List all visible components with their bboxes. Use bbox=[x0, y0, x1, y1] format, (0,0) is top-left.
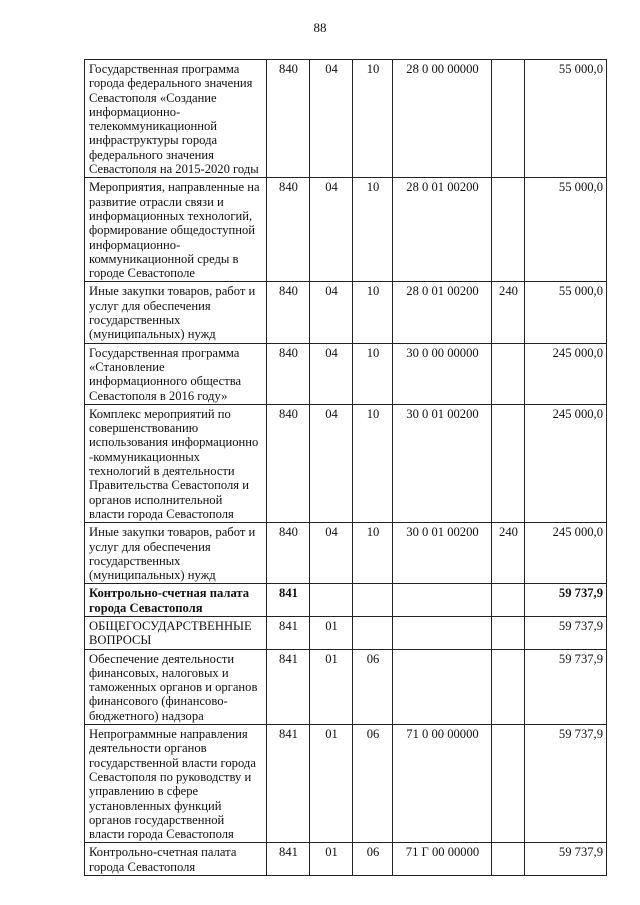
cell-department-code: 840 bbox=[267, 343, 310, 404]
page-number: 88 bbox=[313, 20, 327, 35]
table-row bbox=[85, 649, 607, 724]
cell-department-code: 840 bbox=[267, 282, 310, 343]
cell-department-code: 841 bbox=[267, 725, 310, 843]
cell-department-code: 840 bbox=[267, 178, 310, 282]
cell-name: ОБЩЕГОСУДАРСТВЕННЫЕ ВОПРОСЫ bbox=[85, 616, 267, 649]
cell-amount: 59 737,9 bbox=[525, 584, 607, 617]
table-row bbox=[85, 725, 607, 843]
table-row bbox=[85, 843, 607, 876]
cell-department-code: 840 bbox=[267, 404, 310, 522]
cell-department-code: 841 bbox=[267, 584, 310, 617]
cell-target-article: 30 0 01 00200 bbox=[393, 523, 492, 584]
cell-department-code: 841 bbox=[267, 649, 310, 724]
cell-section-code: 04 bbox=[310, 282, 353, 343]
cell-subsection-code: 10 bbox=[353, 523, 393, 584]
table-row bbox=[85, 616, 607, 649]
table-row bbox=[85, 523, 607, 584]
cell-expense-type: 240 bbox=[492, 282, 525, 343]
cell-name: Мероприятия, направленные на развитие отрасли связи и информационных технологий, формирование общедоступной информационно- коммуникационной среды в городе Севастополе bbox=[85, 178, 267, 282]
cell-subsection-code: 06 bbox=[353, 725, 393, 843]
cell-department-code: 841 bbox=[267, 843, 310, 876]
cell-amount: 245 000,0 bbox=[525, 523, 607, 584]
cell-name: Контрольно-счетная палата города Севастополя bbox=[85, 584, 267, 617]
budget-table bbox=[84, 59, 607, 876]
cell-target-article: 28 0 00 00000 bbox=[393, 60, 492, 178]
cell-section-code: 04 bbox=[310, 523, 353, 584]
cell-subsection-code bbox=[353, 584, 393, 617]
cell-expense-type bbox=[492, 404, 525, 522]
cell-name: Иные закупки товаров, работ и услуг для обеспечения государственных (муниципальных) нужд bbox=[85, 282, 267, 343]
cell-subsection-code: 10 bbox=[353, 178, 393, 282]
cell-subsection-code: 10 bbox=[353, 60, 393, 178]
cell-amount: 59 737,9 bbox=[525, 725, 607, 843]
cell-target-article: 71 Г 00 00000 bbox=[393, 843, 492, 876]
cell-target-article bbox=[393, 584, 492, 617]
cell-amount: 59 737,9 bbox=[525, 843, 607, 876]
cell-amount: 59 737,9 bbox=[525, 649, 607, 724]
cell-section-code: 01 bbox=[310, 843, 353, 876]
cell-name: Непрограммные направления деятельности органов государственной власти города Севастополя по руководству и управлению в сфере установленных функций органов государственной власти города Севастополя bbox=[85, 725, 267, 843]
cell-section-code: 04 bbox=[310, 404, 353, 522]
cell-name: Обеспечение деятельности финансовых, налоговых и таможенных органов и органов финансового (финансово- бюджетного) надзора bbox=[85, 649, 267, 724]
cell-amount: 55 000,0 bbox=[525, 282, 607, 343]
table-row bbox=[85, 60, 607, 178]
cell-target-article bbox=[393, 649, 492, 724]
cell-subsection-code bbox=[353, 616, 393, 649]
cell-section-code: 04 bbox=[310, 60, 353, 178]
cell-target-article: 30 0 00 00000 bbox=[393, 343, 492, 404]
cell-amount: 55 000,0 bbox=[525, 178, 607, 282]
cell-subsection-code: 10 bbox=[353, 404, 393, 522]
cell-expense-type bbox=[492, 343, 525, 404]
cell-amount: 59 737,9 bbox=[525, 616, 607, 649]
cell-expense-type bbox=[492, 178, 525, 282]
cell-section-code: 01 bbox=[310, 649, 353, 724]
table-row bbox=[85, 584, 607, 617]
cell-expense-type bbox=[492, 60, 525, 178]
cell-target-article bbox=[393, 616, 492, 649]
cell-name: Государственная программа «Становление информационного общества Севастополя в 2016 году» bbox=[85, 343, 267, 404]
cell-expense-type bbox=[492, 616, 525, 649]
cell-subsection-code: 06 bbox=[353, 649, 393, 724]
cell-section-code: 04 bbox=[310, 343, 353, 404]
cell-name: Комплекс мероприятий по совершенствованию использования информационно -коммуникационных технологий в деятельности Правительства Севастополя и органов исполнительной власти города Севастополя bbox=[85, 404, 267, 522]
cell-name: Иные закупки товаров, работ и услуг для обеспечения государственных (муниципальных) нужд bbox=[85, 523, 267, 584]
cell-target-article: 28 0 01 00200 bbox=[393, 282, 492, 343]
cell-subsection-code: 10 bbox=[353, 343, 393, 404]
cell-amount: 245 000,0 bbox=[525, 404, 607, 522]
cell-section-code bbox=[310, 584, 353, 617]
cell-section-code: 01 bbox=[310, 725, 353, 843]
cell-section-code: 04 bbox=[310, 178, 353, 282]
cell-amount: 55 000,0 bbox=[525, 60, 607, 178]
cell-department-code: 840 bbox=[267, 523, 310, 584]
cell-department-code: 841 bbox=[267, 616, 310, 649]
cell-expense-type bbox=[492, 843, 525, 876]
table-row bbox=[85, 404, 607, 522]
table-row bbox=[85, 282, 607, 343]
cell-subsection-code: 10 bbox=[353, 282, 393, 343]
cell-name: Государственная программа города федерального значения Севастополя «Создание информационно- телекоммуникационной инфраструктуры города федерального значения Севастополя на 2015-2020 годы bbox=[85, 60, 267, 178]
table-row bbox=[85, 178, 607, 282]
cell-target-article: 30 0 01 00200 bbox=[393, 404, 492, 522]
cell-expense-type bbox=[492, 725, 525, 843]
cell-target-article: 71 0 00 00000 bbox=[393, 725, 492, 843]
cell-amount: 245 000,0 bbox=[525, 343, 607, 404]
cell-expense-type bbox=[492, 649, 525, 724]
cell-section-code: 01 bbox=[310, 616, 353, 649]
cell-target-article: 28 0 01 00200 bbox=[393, 178, 492, 282]
cell-subsection-code: 06 bbox=[353, 843, 393, 876]
cell-department-code: 840 bbox=[267, 60, 310, 178]
cell-name: Контрольно-счетная палата города Севастополя bbox=[85, 843, 267, 876]
table-row bbox=[85, 343, 607, 404]
cell-expense-type: 240 bbox=[492, 523, 525, 584]
cell-expense-type bbox=[492, 584, 525, 617]
